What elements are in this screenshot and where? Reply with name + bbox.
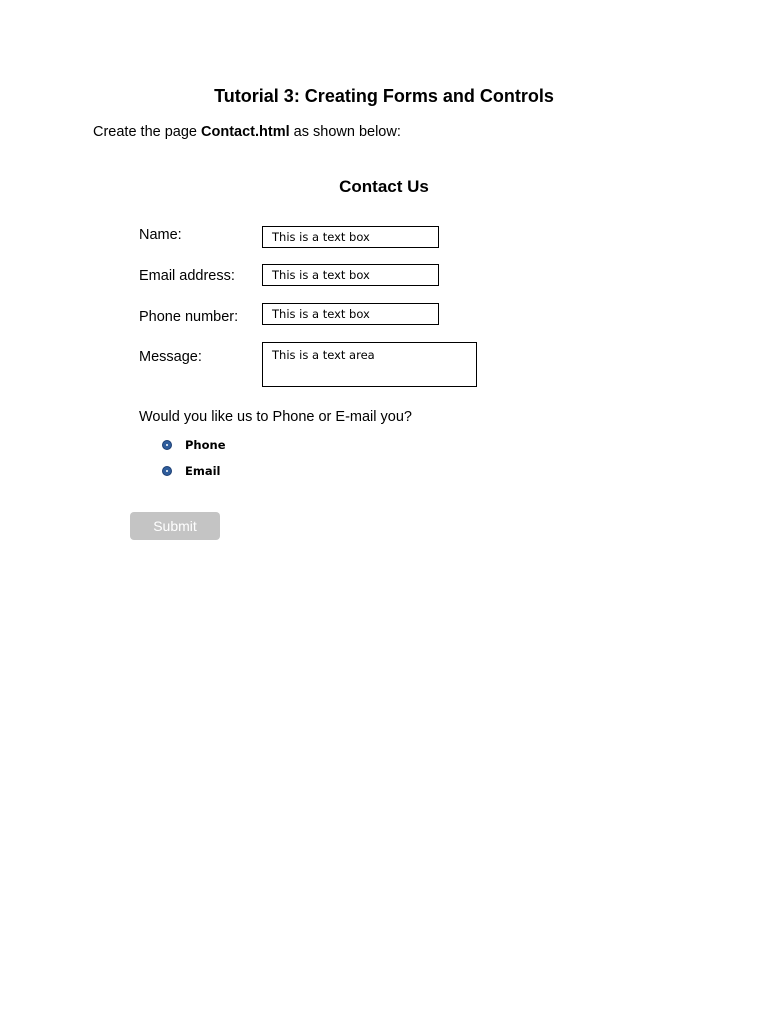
intro-filename: Contact.html xyxy=(201,124,290,140)
form-heading: Contact Us xyxy=(339,177,429,196)
message-textarea[interactable]: This is a text area xyxy=(262,342,477,387)
intro-text xyxy=(93,124,401,140)
email-label: Email address: xyxy=(139,268,235,284)
radio-option-phone[interactable] xyxy=(162,438,226,452)
radio-button-icon[interactable] xyxy=(162,466,172,476)
radio-label-email: Email xyxy=(185,464,221,478)
intro-prefix: Create the page xyxy=(93,124,202,140)
radio-button-icon[interactable] xyxy=(162,440,172,450)
message-label: Message: xyxy=(139,349,202,365)
radio-label-phone: Phone xyxy=(185,438,226,452)
phone-input[interactable]: This is a text box xyxy=(262,303,439,325)
radio-option-email[interactable] xyxy=(162,464,220,478)
page-title: Tutorial 3: Creating Forms and Controls xyxy=(214,86,554,106)
name-input[interactable]: This is a text box xyxy=(262,226,439,248)
intro-suffix: as shown below: xyxy=(289,124,401,140)
email-input[interactable]: This is a text box xyxy=(262,264,439,286)
phone-label: Phone number: xyxy=(139,309,239,325)
submit-button[interactable]: Submit xyxy=(130,512,220,540)
contact-preference-question: Would you like us to Phone or E-mail you? xyxy=(139,409,412,425)
name-label: Name: xyxy=(139,227,182,243)
